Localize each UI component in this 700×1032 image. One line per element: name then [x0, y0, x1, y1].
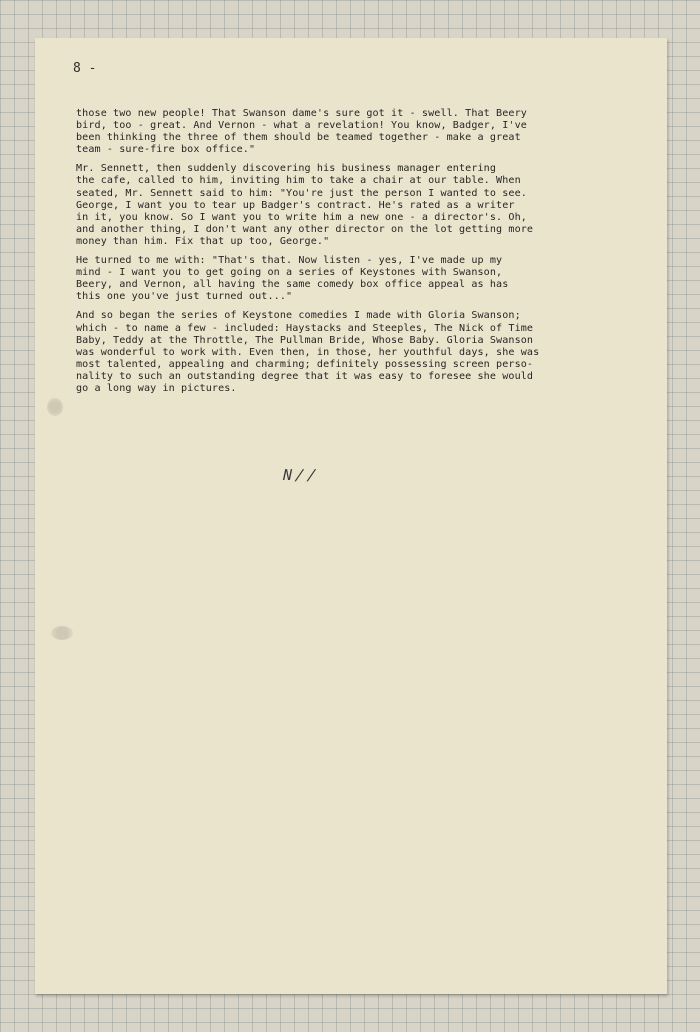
punch-hole-mark	[51, 626, 73, 640]
paragraph-1: those two new people! That Swanson dame's sure got it - swell. That Beery bird, too - great. And Vernon - what a revelation! You know, Badger, I've been thinking the three of them should be teamed together - make a great team - sure-fire box office."	[76, 108, 527, 156]
paragraph-3: He turned to me with: "That's that. Now listen - yes, I've made up my mind - I want you to get going on a series of Keystones with Swanson, Beery, and Vernon, all having the same comedy box office appeal as has this one you've just turned out..."	[76, 255, 509, 303]
paragraph-2: Mr. Sennett, then suddenly discovering his business manager entering the cafe, called to him, inviting him to take a chair at our table. When seated, Mr. Sennett said to him: "You're just the person I wanted to see. George, I want you to tear up Badger's contract. He's rated as a writer in it, you know. So I want you to write him a new one - a director's. Oh, and another thing, I don't want any other director on the lot getting more money than him. Fix that up too, George."	[76, 163, 534, 247]
body-text	[76, 108, 641, 402]
paragraph-4: And so began the series of Keystone comedies I made with Gloria Swanson; which - to name a few - included: Haystacks and Steeples, The Nick of Time Baby, Teddy at the Throttle, The Pullman Bride, Whose Baby. Gloria Swanson was wonderful to work with. Even then, in those, her youthful days, she was most talented, appealing and charming; definitely possessing screen perso- nality to such an outstanding degree that it was easy to foresee she would go a long way in pictures.	[76, 310, 540, 394]
handwritten-initials: N//	[281, 466, 322, 484]
punch-hole-mark	[47, 398, 63, 416]
typed-page	[35, 38, 667, 994]
page-number: 8 -	[73, 61, 97, 76]
